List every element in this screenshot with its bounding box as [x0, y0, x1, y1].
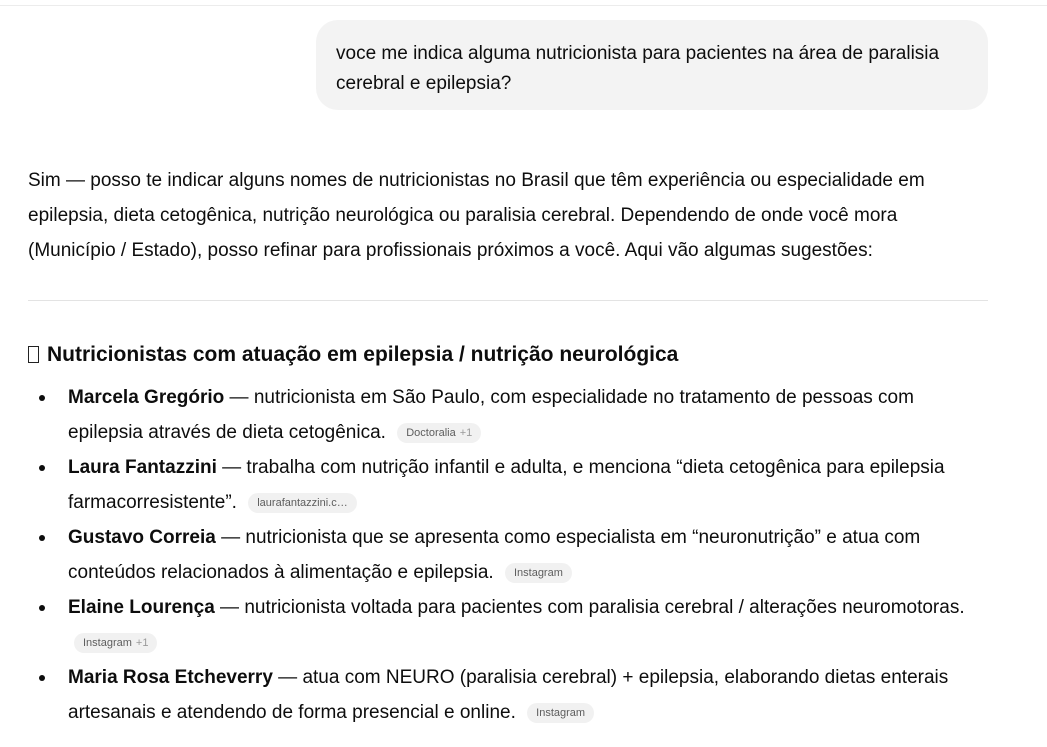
user-message-text: voce me indica alguma nutricionista para pacientes na área de paralisia cerebral e epilepsia? — [336, 43, 940, 94]
source-label: laurafantazzini.c… — [257, 497, 348, 509]
source-label: Instagram — [513, 567, 563, 579]
nutritionist-name: Gustavo Correia — [68, 527, 216, 548]
nutritionist-name: Laura Fantazzini — [68, 457, 217, 478]
nutritionist-name: Marcela Gregório — [68, 387, 225, 408]
nutritionist-description: — nutricionista que se apresenta como especialista em “neuronutrição” e atua com conteúdos relacionados à alimentação e epilepsia. — [68, 527, 921, 583]
nutritionist-description: — nutricionista em São Paulo, com especialidade no tratamento de pessoas com epilepsia através de dieta cetogênica. — [68, 387, 914, 443]
bullet-icon — [39, 675, 45, 681]
missing-glyph-box-icon — [28, 346, 39, 363]
nutritionist-description: — nutricionista voltada para pacientes com paralisia cerebral / alterações neuromotoras. — [214, 597, 965, 618]
source-citation-pill[interactable] — [397, 423, 481, 443]
nutritionist-description: — atua com NEURO (paralisia cerebral) + epilepsia, elaborando dietas enterais artesanais e atendendo de forma presencial e online. — [68, 667, 949, 723]
source-extra-count: +1 — [459, 427, 473, 439]
source-label: Instagram — [536, 707, 586, 719]
source-citation-pill[interactable] — [505, 563, 572, 583]
bullet-icon — [39, 395, 45, 401]
source-extra-count: +1 — [135, 637, 149, 649]
bullet-icon — [39, 465, 45, 471]
bullet-icon — [39, 535, 45, 541]
nutritionist-name: Elaine Lourença — [68, 597, 215, 618]
source-label: Doctoralia — [406, 427, 456, 439]
source-citation-pill[interactable] — [248, 493, 357, 513]
top-divider — [0, 5, 1047, 6]
list-item — [28, 450, 988, 520]
source-label: Instagram — [83, 637, 132, 649]
nutritionist-name: Maria Rosa Etcheverry — [68, 667, 273, 688]
section-heading — [28, 340, 988, 370]
section-divider — [28, 300, 988, 301]
list-item — [28, 590, 988, 660]
nutritionist-description: — trabalha com nutrição infantil e adulta, e menciona “dieta cetogênica para epilepsia farmacorresistente”. — [68, 457, 945, 513]
list-item — [28, 380, 988, 450]
source-citation-pill[interactable] — [527, 703, 594, 723]
source-citation-pill[interactable] — [74, 633, 157, 653]
nutritionist-list — [28, 380, 988, 730]
assistant-intro-paragraph: Sim — posso te indicar alguns nomes de nutricionistas no Brasil que têm experiência ou especialidade em epilepsia, dieta cetogênica, nutrição neurológica ou paralisia cerebral. Dependendo de onde você mora (Município / Estado), posso refinar para profissionais próximos a você. Aqui vão algumas sugestões: — [28, 170, 925, 261]
list-item — [28, 520, 988, 590]
bullet-icon — [39, 605, 45, 611]
user-message-bubble — [316, 20, 988, 110]
section-heading-text: Nutricionistas com atuação em epilepsia / nutrição neurológica — [47, 343, 679, 366]
list-item — [28, 660, 988, 730]
